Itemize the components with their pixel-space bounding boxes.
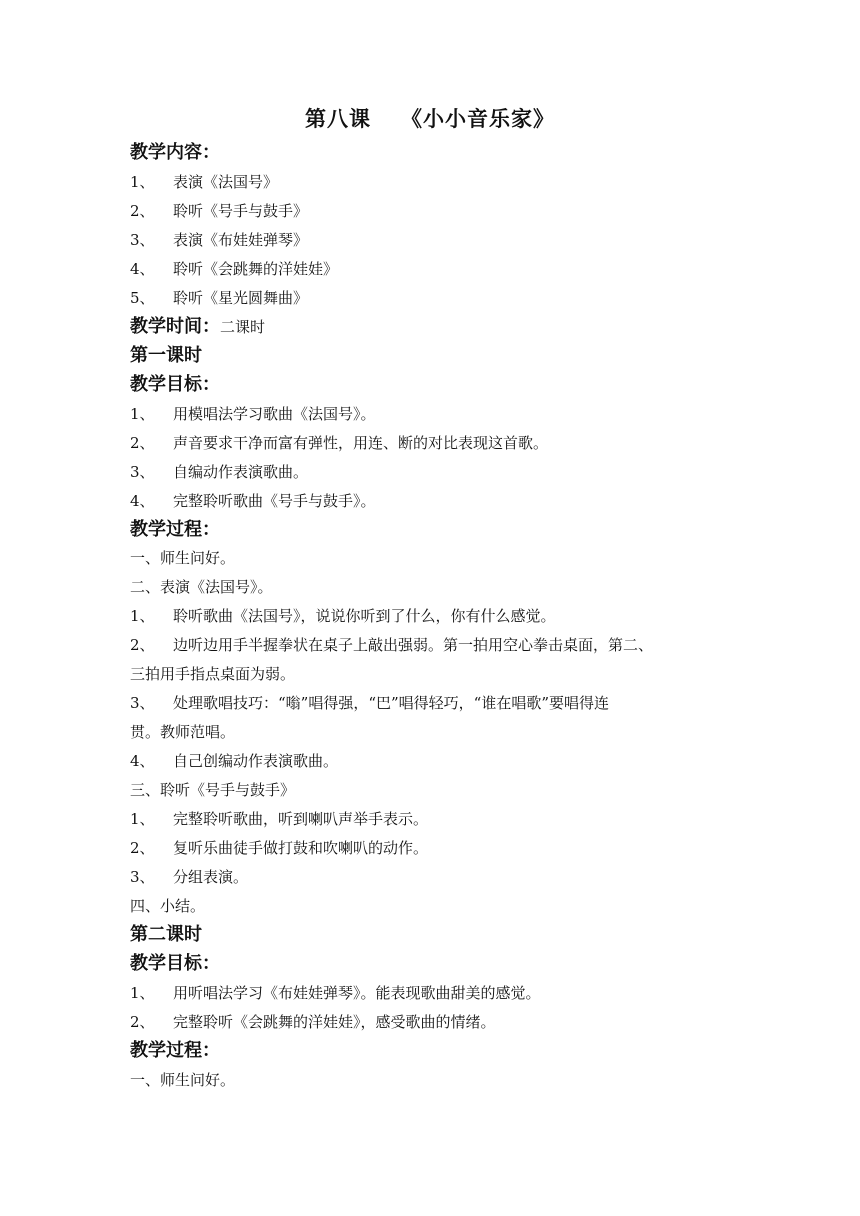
process-item: 1、 聆听歌曲《法国号》，说说你听到了什么，你有什么感觉。 [130, 607, 556, 625]
process-item: 1、 完整聆听歌曲，听到喇叭声举手表示。 [130, 810, 429, 828]
content-item: 4、 聆听《会跳舞的洋娃娃》 [130, 260, 339, 278]
goal-item: 1、 用模唱法学习歌曲《法国号》。 [130, 405, 376, 423]
process-item-continued: 三拍用手指点桌面为弱。 [130, 665, 296, 683]
content-item: 1、 表演《法国号》 [130, 173, 279, 191]
content-item: 5、 聆听《星光圆舞曲》 [130, 289, 309, 307]
content-item: 3、 表演《布娃娃弹琴》 [130, 231, 309, 249]
period2-process-heading: 教学过程： [130, 1040, 220, 1061]
period1-process-heading: 教学过程： [130, 519, 220, 540]
goal-item: 1、 用听唱法学习《布娃娃弹琴》。能表现歌曲甜美的感觉。 [130, 984, 541, 1002]
goal-item: 2、 完整聆听《会跳舞的洋娃娃》，感受歌曲的情绪。 [130, 1013, 496, 1031]
period1-goals-heading: 教学目标： [130, 374, 220, 395]
time-label: 教学时间： [130, 316, 220, 337]
process-step: 三、聆听《号手与鼓手》 [130, 781, 296, 799]
page-title [0, 103, 860, 133]
process-step: 四、小结。 [130, 897, 206, 915]
goal-item: 2、 声音要求干净而富有弹性，用连、断的对比表现这首歌。 [130, 434, 549, 452]
period2-heading: 第二课时 [130, 924, 202, 945]
process-item: 3、 处理歌唱技巧：“嗡”唱得强，“巴”唱得轻巧，“谁在唱歌”要唱得连 [130, 694, 610, 712]
lesson-number: 第八课 [305, 107, 371, 131]
content-item: 2、 聆听《号手与鼓手》 [130, 202, 309, 220]
period2-goals-heading: 教学目标： [130, 953, 220, 974]
process-step: 一、师生问好。 [130, 549, 236, 567]
process-item: 2、 边听边用手半握拳状在桌子上敲出强弱。第一拍用空心拳击桌面，第二、 [130, 636, 654, 654]
process-step: 一、师生问好。 [130, 1071, 236, 1089]
process-item-continued: 贯。教师范唱。 [130, 723, 236, 741]
process-item: 2、 复听乐曲徒手做打鼓和吹喇叭的动作。 [130, 839, 429, 857]
goal-item: 4、 完整聆听歌曲《号手与鼓手》。 [130, 492, 376, 510]
time-value: 二课时 [220, 318, 266, 336]
content-heading: 教学内容： [130, 142, 220, 163]
period1-heading: 第一课时 [130, 345, 202, 366]
teaching-time [130, 312, 265, 338]
process-step: 二、表演《法国号》。 [130, 578, 273, 596]
process-item: 3、 分组表演。 [130, 868, 249, 886]
process-item: 4、 自己创编动作表演歌曲。 [130, 752, 339, 770]
lesson-name: 《小小音乐家》 [401, 107, 555, 131]
goal-item: 3、 自编动作表演歌曲。 [130, 463, 309, 481]
